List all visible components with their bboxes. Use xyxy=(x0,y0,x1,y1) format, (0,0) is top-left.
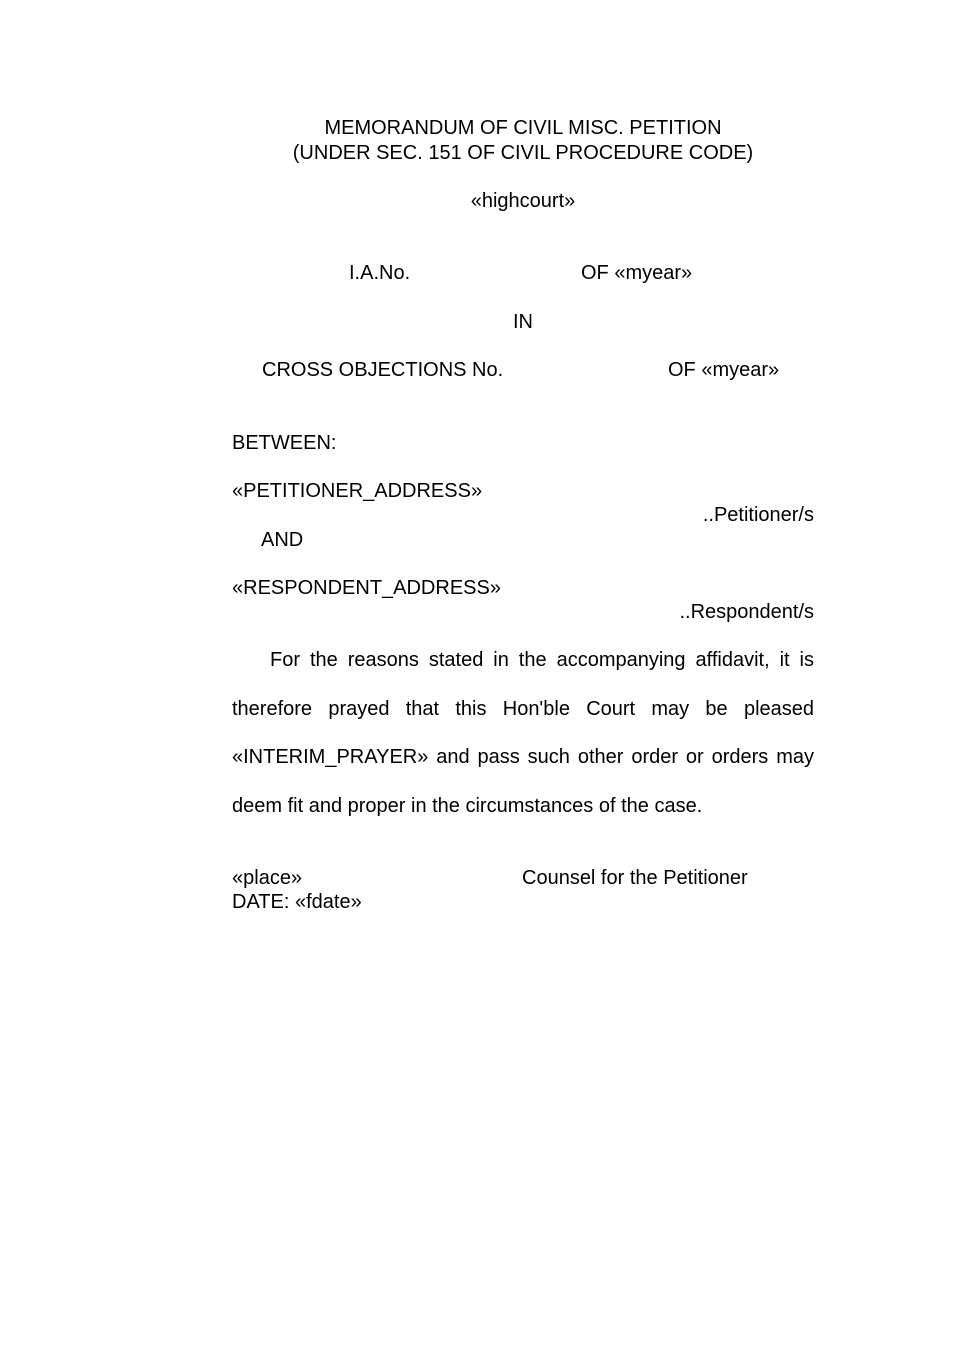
petitioner-address: «PETITIONER_ADDRESS» xyxy=(232,480,483,502)
respondent-address: «RESPONDENT_ADDRESS» xyxy=(232,577,501,599)
petitioner-role: ..Petitioner/s xyxy=(702,504,814,526)
date-field: DATE: «fdate» xyxy=(232,891,362,913)
counsel-signature-label: Counsel for the Petitioner xyxy=(522,867,748,889)
between-label: BETWEEN: xyxy=(232,432,337,454)
and-label: AND xyxy=(261,529,304,551)
document-title: MEMORANDUM OF CIVIL MISC. PETITION xyxy=(324,117,722,139)
in-connector: IN xyxy=(513,311,533,333)
respondent-role: ..Respondent/s xyxy=(679,601,814,623)
ia-year: OF «myear» xyxy=(581,262,693,284)
cross-objections-year: OF «myear» xyxy=(668,359,780,381)
ia-number-label: I.A.No. xyxy=(349,262,411,284)
document-subtitle: (UNDER SEC. 151 OF CIVIL PROCEDURE CODE) xyxy=(292,142,754,164)
court-name: «highcourt» xyxy=(470,190,576,212)
place-field: «place» xyxy=(232,867,303,889)
prayer-paragraph: For the reasons stated in the accompanying affidavit, it is therefore prayed that this Hon'ble Court may be pleased «INTERIM_PRAYER» and pass such other order or orders may deem fit and proper in the circumstances of the case. xyxy=(232,649,814,817)
cross-objections-label: CROSS OBJECTIONS No. xyxy=(262,359,504,381)
